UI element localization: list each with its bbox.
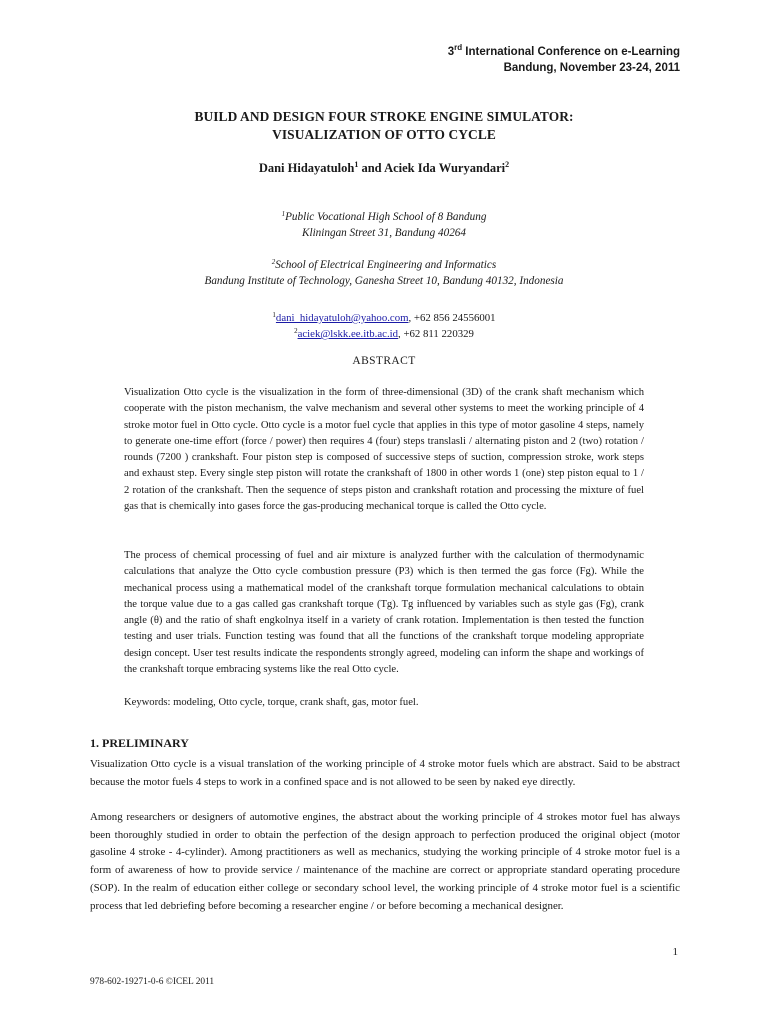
isbn-footer: 978-602-19271-0-6 ©ICEL 2011 [90,977,215,987]
author-2: Aciek Ida Wuryandari [384,161,506,175]
abstract-paragraph-1: Visualization Otto cycle is the visualization in the form of three-dimensional (3D) of the crank shaft mechanism which cooperate with the piston mechanism, the valve mechanism and several other systems to meet the working principle of 4 stroke motor fuel in Otto cycle. Otto cycle is a motor fuel cycle that applies in this type of motor gasoline 4 steps, namely to generate one-time effort (force / power) then requires 4 (four) steps translasli / alternating piston and 2 (two) rotation / rounds (7200 ) crankshaft. Four piston step is composed of successive steps of suction, compression stroke, work steps and exhaust step. Every single step piston will rotate the crankshaft of 1800 in other words 1 (one) step piston equal to 1 / 2 rotation of the crankshaft. Then the sequence of steps piston and crankshaft rotation and processing the mixture of fuel gas that is chemically into gases force the gas-producing mechanical torque is called the Otto cycle. [124,387,644,512]
affiliation-1-name: Public Vocational High School of 8 Bandung [285,211,487,223]
section-heading-preliminary: 1. PRELIMINARY [90,736,189,750]
affiliation-2-name: School of Electrical Engineering and Informatics [275,259,497,271]
keywords: Keywords: modeling, Otto cycle, torque, crank shaft, gas, motor fuel. [124,697,419,708]
conference-number: 3 [447,46,455,58]
contact-2-mark: 2 [294,327,298,335]
contact-2-phone: , +62 811 220329 [398,328,474,340]
email-link-2[interactable]: aciek@lskk.ee.itb.ac.id [297,328,399,340]
conference-name [448,44,680,60]
paper-title [0,108,768,144]
affiliation-1 [0,209,768,241]
body-paragraph-1: Visualization Otto cycle is a visual translation of the working principle of 4 stroke motor fuels which are abstract. Said to be abstract because the motor fuels 4 steps to work in a confined space and is not allowed to be seen by naked eye directly. [90,758,680,788]
body-paragraph-2: Among researchers or designers of automotive engines, the abstract about the working principle of 4 strokes motor fuel has always been thoroughly studied in order to obtain the perfection of the design approach to perfection produced the original object (motor gasoline 4 stroke - 4-cylinder). Among practitioners as well as mechanics, studying the working principle of 4 stroke motor fuel is a form of awareness of how to provide service / maintenance of the machine are correct or appropriate standard operating procedure (SOP). In the realm of education either college or secondary school level, the working principle of 4 stroke motor fuel is a scientific process that led debriefing before becoming a researcher engine / or before becoming a mechanical designer. [90,811,680,912]
author-conjunction: and [358,161,385,175]
conference-location-date: Bandung, November 23-24, 2011 [503,62,680,74]
page-number: 1 [672,946,678,958]
paper-title-line-2: VISUALIZATION OF OTTO CYCLE [272,127,496,142]
author-1-mark: 1 [354,160,359,169]
author-2-mark: 2 [505,160,510,169]
affiliation-1-line-1 [0,209,768,225]
email-link-1[interactable]: dani_hidayatuloh@yahoo.com [275,312,409,324]
contact-1-mark: 1 [272,311,276,319]
conference-header [448,44,680,76]
author-list [0,161,768,176]
affiliation-2 [0,257,768,289]
contact-1 [0,311,768,325]
abstract-paragraph-2: The process of chemical processing of fuel and air mixture is analyzed further with the calculation of thermodynamic calculations that analyze the Otto cycle combustion pressure (P3) which is then termed the gas force (Fg). While the mechanical process using a mathematical model of the crankshaft torque formulation mechanical calculations to obtain the torque value due to a gas called gas crankshaft torque (Tg). Tg influenced by variables such as style gas (Fg), crank angle (θ) and the ratio of shaft engkolnya itself in a variety of crank rotation. Implementation is then tested the function testing and user trials. Function testing was found that all the functions of the crankshaft torque modeling appropriate design concept. User test results indicate the respondents strongly agreed, modeling can inform the shape and workings of the crankshaft torque embracing systems like the real Otto cycle. [124,550,644,675]
paper-title-line-1: BUILD AND DESIGN FOUR STROKE ENGINE SIMULATOR: [194,109,574,124]
abstract-heading: ABSTRACT [352,355,416,367]
affiliation-2-mark: 2 [271,258,276,266]
contact-2 [0,327,768,341]
author-1: Dani Hidayatuloh [258,161,355,175]
conference-ordinal: rd [454,43,463,52]
affiliation-1-line-2: Kliningan Street 31, Bandung 40264 [302,227,466,239]
contact-1-phone: , +62 856 24556001 [408,312,496,324]
affiliation-2-line-1 [0,257,768,273]
affiliation-2-line-2: Bandung Institute of Technology, Ganesha Street 10, Bandung 40132, Indonesia [204,275,564,287]
affiliation-1-mark: 1 [281,210,286,218]
conference-title: International Conference on e-Learning [462,46,680,58]
